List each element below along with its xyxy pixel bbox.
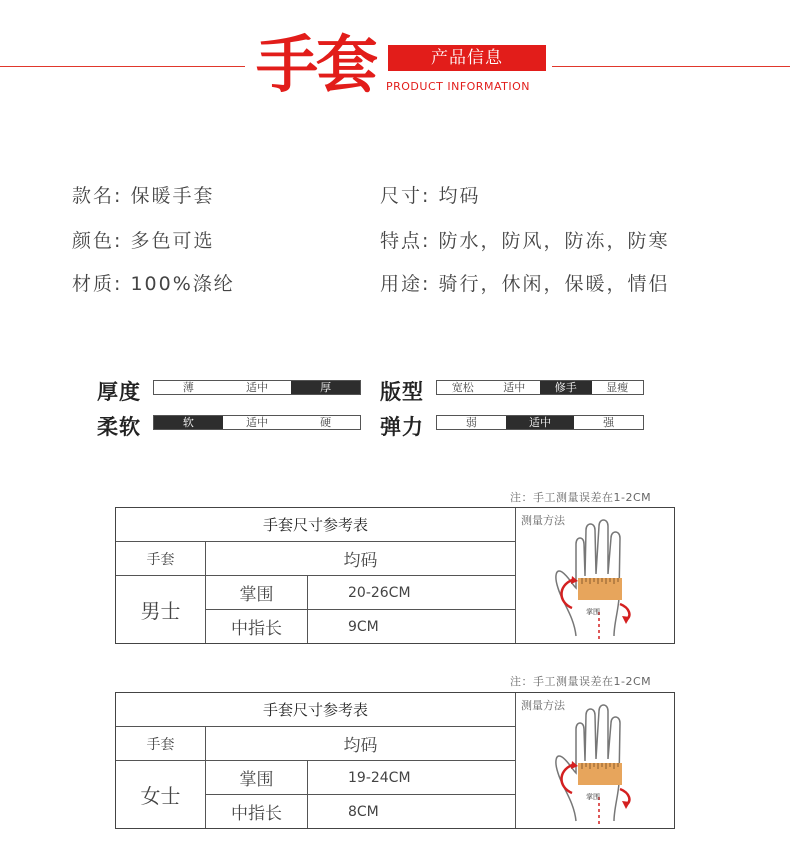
- rating-option: 强: [603, 416, 615, 429]
- rating-option: 适中: [506, 416, 575, 429]
- table-title: 手套尺寸参考表: [116, 508, 516, 542]
- spec-item-features: [380, 226, 669, 253]
- spec-item-color: [72, 226, 214, 253]
- rating-option: 适中: [503, 381, 526, 394]
- spec-item-material: [72, 269, 235, 296]
- rating-option: 宽松: [451, 381, 474, 394]
- table-gender: 女士: [116, 761, 206, 828]
- table-row-label: 中指长: [206, 610, 308, 643]
- table-col-label: 手套: [116, 542, 206, 576]
- hand-measure-illustration: [548, 516, 648, 642]
- header-subtitle: PRODUCT INFORMATION: [386, 80, 530, 93]
- spec-value: 100%涤纶: [130, 273, 235, 295]
- measurement-note: 注：手工测量误差在1-2CM: [510, 491, 652, 504]
- rating-label-thickness: 厚度: [97, 380, 141, 404]
- rating-option: 薄: [182, 381, 194, 394]
- rating-scale-thickness: [153, 380, 361, 395]
- table-title: 手套尺寸参考表: [116, 693, 516, 727]
- ruler-label: 掌围: [586, 608, 600, 616]
- header-badge: 产品信息: [388, 45, 546, 71]
- rating-option: 显瘦: [606, 381, 629, 394]
- rating-option: 弱: [465, 416, 477, 429]
- ruler-icon: [578, 578, 622, 600]
- rating-scale-elasticity: [436, 415, 644, 430]
- spec-item-usage: [380, 269, 669, 296]
- hand-measure-illustration: [548, 701, 648, 827]
- spec-label: 尺寸:: [380, 185, 431, 207]
- rating-option: 软: [154, 416, 223, 429]
- rating-scale-softness: [153, 415, 361, 430]
- spec-value: 均码: [438, 185, 481, 207]
- rating-scale-fit: [436, 380, 644, 395]
- table-row-value: 9CM: [308, 610, 516, 643]
- rating-option: 厚: [291, 381, 360, 394]
- size-table-men: [115, 507, 675, 644]
- spec-value: 防水，防风，防冻，防寒: [438, 230, 670, 252]
- rating-option: 适中: [246, 381, 268, 394]
- rating-label-softness: 柔软: [97, 415, 141, 439]
- spec-label: 款名:: [72, 185, 123, 207]
- rating-label-elasticity: 弹力: [380, 415, 424, 439]
- rating-option: 适中: [246, 416, 268, 429]
- measure-method-label: 测量方法: [521, 514, 565, 527]
- table-row-label: 掌围: [206, 576, 308, 610]
- table-row-value: 8CM: [308, 795, 516, 828]
- table-row-label: 掌围: [206, 761, 308, 795]
- spec-value: 骑行，休闲，保暖，情侣: [438, 273, 670, 295]
- header-rule-right: [552, 66, 790, 67]
- spec-item-name: [72, 181, 214, 208]
- spec-value: 保暖手套: [130, 185, 215, 207]
- table-row-label: 中指长: [206, 795, 308, 828]
- table-row-value: 20-26CM: [308, 576, 516, 610]
- ruler-icon: [578, 763, 622, 785]
- ruler-label: 掌围: [586, 793, 600, 801]
- page-title: 手套: [256, 28, 377, 101]
- size-table-women: [115, 692, 675, 829]
- spec-label: 颜色:: [72, 230, 123, 252]
- spec-value: 多色可选: [130, 230, 215, 252]
- rating-option: 修手: [540, 381, 592, 394]
- spec-label: 材质:: [72, 273, 123, 295]
- table-col-label: 手套: [116, 727, 206, 761]
- table-row-value: 19-24CM: [308, 761, 516, 795]
- rating-label-fit: 版型: [380, 380, 424, 404]
- measurement-note: 注：手工测量误差在1-2CM: [510, 675, 652, 688]
- spec-label: 用途:: [380, 273, 431, 295]
- table-size: 均码: [206, 542, 516, 576]
- measure-method-label: 测量方法: [521, 699, 565, 712]
- table-size: 均码: [206, 727, 516, 761]
- header-rule-left: [0, 66, 245, 67]
- spec-label: 特点:: [380, 230, 431, 252]
- spec-item-size: [380, 181, 480, 208]
- rating-option: 硬: [320, 416, 332, 429]
- table-gender: 男士: [116, 576, 206, 643]
